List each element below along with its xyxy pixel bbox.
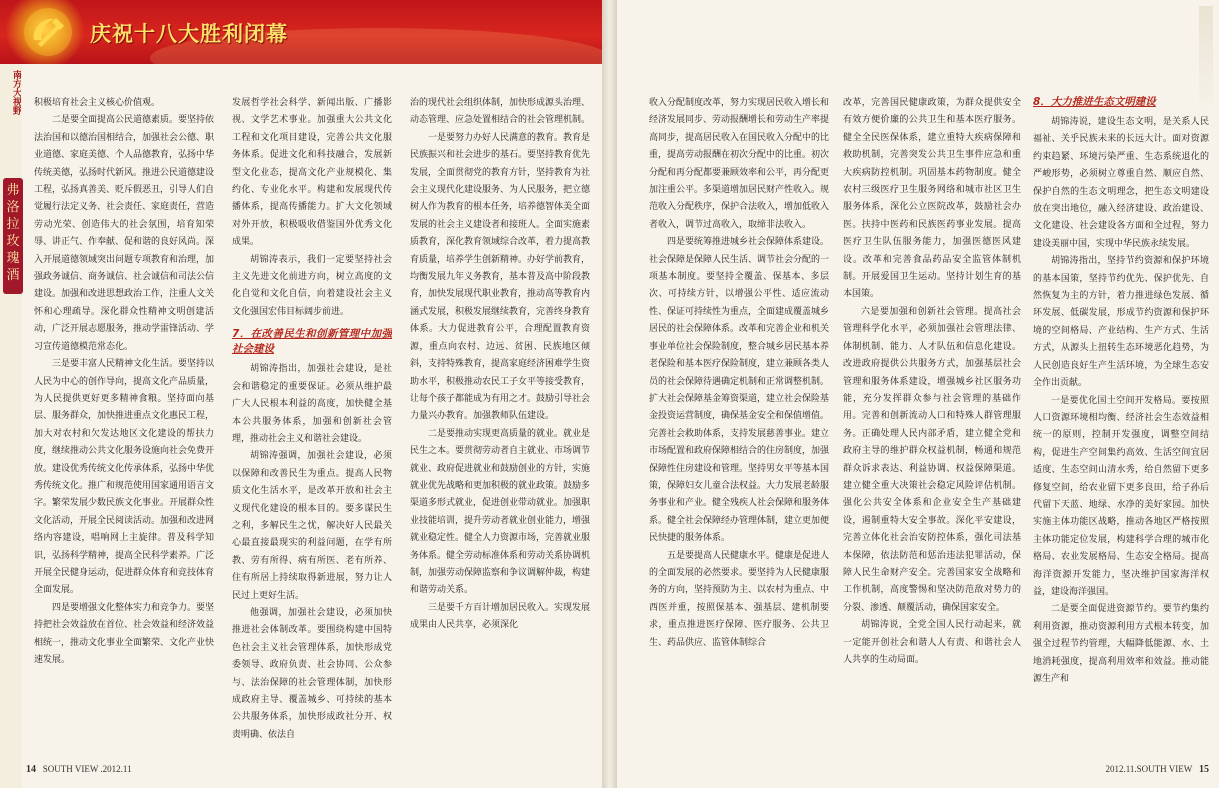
paragraph: 收入分配制度改革，努力实现居民收入增长和经济发展同步、劳动报酬增长和劳动生产率提高同步，提高居民收入在国民收入分配中的比重，提高劳动报酬在初次分配中的比重。初次分配和再分配都要兼顾效率和公平，再分配更加注重公平。多渠道增加居民财产性收入。规范收入分配秩序，保护合法收入，增加低收入者收入，调节过高收入，取缔非法收入。	[649, 98, 829, 230]
paragraph: 发展哲学社会科学、新闻出版、广播影视、文学艺术事业。加强重大公共文化工程和文化项目建设，完善公共文化服务体系。促进文化和科技融合，发展新型文化业态，提高文化产业规模化、集约化、专业化水平。构建和发展现代传播体系，提高传播能力。扩大文化领域对外开放，积极吸收借鉴国外优秀文化成果。	[232, 98, 392, 248]
paragraph: 他强调，加强社会建设，必须加快推进社会体制改革。要围绕构建中国特色社会主义社会管理体系，加快形成党委领导、政府负责、社会协同、公众参与、法治保障的社会管理体制，加快形成政府主导、覆盖城乡、可持续的基本公共服务体系，加快形成政社分开、权责明确、依法自	[232, 607, 392, 740]
banner-title: 庆祝十八大胜利闭幕	[90, 22, 288, 46]
paragraph: 一是要努力办好人民满意的教育。教育是民族振兴和社会进步的基石。要坚持教育优先发展，全面贯彻党的教育方针，坚持教育为社会主义现代化建设服务、为人民服务，把立德树人作为教育的根本任务，培养德智体美全面发展的社会主义建设者和接班人。全面实施素质教育，深化教育领域综合改革，着力提高教育质量，培养学生创新精神。办好学前教育，均衡发展九年义务教育，基本普及高中阶段教育，加快发展现代职业教育，推动高等教育内涵式发展，积极发展继续教育，完善终身教育体系。大力促进教育公平，合理配置教育资源，重点向农村、边远、贫困、民族地区倾斜，支持特殊教育，提高家庭经济困难学生资助水平，积极推动农民工子女平等接受教育，让每个孩子都能成为有用之才。鼓励引导社会力量兴办教育。加强教师队伍建设。	[410, 132, 590, 422]
celebration-banner	[0, 0, 602, 64]
section-heading: 7．在改善民生和创新管理中加强社会建设	[232, 328, 392, 356]
paragraph: 治的现代社会组织体制，加快形成源头治理、动态管理、应急处置相结合的社会管理机制。	[410, 98, 590, 126]
section-heading: 8．大力推进生态文明建设	[1033, 96, 1156, 108]
advert-seal: 弗洛拉玫瑰酒	[3, 178, 23, 294]
page-gutter	[602, 0, 617, 788]
right-footer	[1106, 764, 1210, 775]
page-number: 14	[26, 764, 36, 775]
paragraph: 积极培育社会主义核心价值观。	[34, 98, 161, 108]
left-footer	[26, 764, 132, 775]
left-page	[0, 0, 602, 788]
footer-text: 2012.11.SOUTH VIEW	[1105, 764, 1193, 774]
paragraph: 胡锦涛指出，加强社会建设，是社会和谐稳定的重要保证。必须从维护最广大人民根本利益的高度，加快健全基本公共服务体系，加强和创新社会管理，推动社会主义和谐社会建设。	[232, 364, 392, 444]
text-column-6	[1033, 95, 1209, 755]
paragraph: 五是要提高人民健康水平。健康是促进人的全面发展的必然要求。要坚持为人民健康服务的方向，坚持预防为主、以农村为重点、中西医并重，按照保基本、强基层、建机制要求，重点推进医疗保障、医疗服务、公共卫生、药品供应、监管体制综合	[649, 550, 829, 648]
brand-sidebar	[0, 64, 22, 788]
paragraph: 三是要千方百计增加居民收入。实现发展成果由人民共享，必须深化	[410, 602, 590, 631]
paragraph: 二是要全面提高公民道德素质。要坚持依法治国和以德治国相结合，加强社会公德、职业道德、家庭美德、个人品德教育，弘扬中华传统美德，弘扬时代新风。推进公民道德建设工程，弘扬真善美、贬斥假恶丑，引导人们自觉履行法定义务、社会责任、家庭责任，营造劳动光荣、创造伟大的社会氛围，培育知荣辱、讲正气、作奉献、促和谐的良好风尚。深入开展道德领域突出问题专项教育和治理，加强政务诚信、商务诚信、社会诚信和司法公信建设。加强和改进思想政治工作，注重人文关怀和心理疏导。深化群众性精神文明创建活动，广泛开展志愿服务，推动学雷锋活动、学习宣传道德模范常态化。	[34, 115, 214, 352]
paragraph: 四是要统筹推进城乡社会保障体系建设。社会保障是保障人民生活、调节社会分配的一项基本制度。要坚持全覆盖、保基本、多层次、可持续方针，以增强公平性、适应流动性、保证可持续性为重点，全面建成覆盖城乡居民的社会保障体系。改革和完善企业和机关事业单位社会保险制度，整合城乡居民基本养老保险和基本医疗保险制度，建立兼顾各类人员的社会保障待遇确定机制和正常调整机制。扩大社会保障基金筹资渠道，建立社会保险基金投资运营制度，确保基金安全和保值增值。完善社会救助体系，支持发展慈善事业。建立市场配置和政府保障相结合的住房制度，加强保障性住房建设和管理。坚持男女平等基本国策，保障妇女儿童合法权益。大力发展老龄服务事业和产业。健全残疾人社会保障和服务体系。健全社会保障经办管理体制，建立更加便民快捷的服务体系。	[649, 237, 829, 544]
text-column-1	[34, 95, 214, 755]
paragraph: 二是要全面促进资源节约。要节约集约利用资源，推动资源利用方式根本转变，加强全过程节约管理，大幅降低能源、水、土地消耗强度，提高利用效率和效益。推动能源生产和	[1033, 604, 1209, 684]
paragraph: 六是要加强和创新社会管理。提高社会管理科学化水平，必须加强社会管理法律、体制机制、能力、人才队伍和信息化建设。改进政府提供公共服务方式，加强基层社会管理和服务体系建设，增强城乡社区服务功能，充分发挥群众参与社会管理的基础作用。完善和创新流动人口和特殊人群管理服务。正确处理人民内部矛盾，建立健全党和政府主导的维护群众权益机制，畅通和规范群众诉求表达、利益协调、权益保障渠道。建立健全重大决策社会稳定风险评估机制。强化公共安全体系和企业安全生产基础建设，遏制重特大安全事故。深化平安建设，完善立体化社会治安防控体系，强化司法基本保障，依法防范和惩治违法犯罪活动，保障人民生命财产安全。完善国家安全战略和工作机制，高度警惕和坚决防范敌对势力的分裂、渗透、颠覆活动，确保国家安全。	[843, 306, 1021, 613]
text-column-4	[649, 95, 829, 755]
footer-text: SOUTH VIEW .2012.11	[42, 764, 132, 774]
paragraph: 改革，完善国民健康政策，为群众提供安全有效方便价廉的公共卫生和基本医疗服务。健全全民医保体系，建立重特大疾病保障和救助机制，完善突发公共卫生事件应急和重大疾病防控机制。巩固基本药物制度。健全农村三级医疗卫生服务网络和城市社区卫生服务体系，深化公立医院改革，鼓励社会办医。扶持中医药和民族医药事业发展。提高医疗卫生队伍服务能力，加强医德医风建设。改革和完善食品药品安全监管体制机制。开展爱国卫生运动。坚持计划生育的基本国策。	[843, 98, 1021, 300]
paragraph: 胡锦涛说，建设生态文明，是关系人民福祉、关乎民族未来的长远大计。面对资源约束趋紧、环境污染严重、生态系统退化的严峻形势，必须树立尊重自然、顺应自然、保护自然的生态文明理念，把生态文明建设放在突出地位，融入经济建设、政治建设、文化建设、社会建设各方面和全过程，努力建设美丽中国，实现中华民族永续发展。	[1033, 117, 1209, 249]
paragraph: 一是要优化国土空间开发格局。要按照人口资源环境相均衡、经济社会生态效益相统一的原则，控制开发强度，调整空间结构，促进生产空间集约高效、生活空间宜居适度、生态空间山清水秀，给自然留下更多修复空间，给农业留下更多良田，给子孙后代留下天蓝、地绿、水净的美好家园。加快实施主体功能区战略，推动各地区严格按照主体功能定位发展，构建科学合理的城市化格局、农业发展格局、生态安全格局。提高海洋资源开发能力，坚决维护国家海洋权益，建设海洋强国。	[1033, 395, 1209, 597]
magazine-logo: 南方大视野	[11, 70, 21, 115]
text-column-2	[232, 95, 392, 755]
paragraph: 四是要增强文化整体实力和竞争力。要坚持把社会效益放在首位、社会效益和经济效益相统一，推动文化事业全面繁荣、文化产业快速发展。	[34, 602, 214, 665]
text-column-5	[843, 95, 1021, 755]
party-emblem-icon	[22, 6, 74, 58]
paragraph: 胡锦涛指出，坚持节约资源和保护环境的基本国策，坚持节约优先、保护优先、自然恢复为主的方针，着力推进绿色发展、循环发展、低碳发展，形成节约资源和保护环境的空间格局、产业结构、生产方式、生活方式，从源头上扭转生态环境恶化趋势，为人民创造良好生产生活环境，为全球生态安全作出贡献。	[1033, 256, 1209, 389]
paragraph: 二是要推动实现更高质量的就业。就业是民生之本。要贯彻劳动者自主就业、市场调节就业、政府促进就业和鼓励创业的方针，实施就业优先战略和更加积极的就业政策。鼓励多渠道多形式就业，促进创业带动就业。加强职业技能培训，提升劳动者就业创业能力，增强就业稳定性。健全人力资源市场，完善就业服务体系。健全劳动标准体系和劳动关系协调机制，加强劳动保障监察和争议调解仲裁，构建和谐劳动关系。	[410, 428, 590, 596]
right-page	[617, 0, 1219, 788]
paragraph: 胡锦涛表示，我们一定要坚持社会主义先进文化前进方向，树立高度的文化自觉和文化自信，向着建设社会主义文化强国宏伟目标阔步前进。	[232, 254, 392, 317]
paragraph: 胡锦涛说，全党全国人民行动起来，就一定能开创社会和谐人人有责、和谐社会人人共享的生动局面。	[843, 620, 1021, 665]
text-column-3	[410, 95, 590, 755]
page-number: 15	[1199, 764, 1209, 775]
paragraph: 胡锦涛强调，加强社会建设，必须以保障和改善民生为重点。提高人民物质文化生活水平，是改革开放和社会主义现代化建设的根本目的。要多谋民生之利，多解民生之忧，解决好人民最关心最直接最现实的利益问题，在学有所教、劳有所得、病有所医、老有所养、住有所居上持续取得新进展，努力让人民过上更好生活。	[232, 451, 392, 601]
paragraph: 三是要丰富人民精神文化生活。要坚持以人民为中心的创作导向，提高文化产品质量，为人民提供更好更多精神食粮。坚持面向基层、服务群众，加快推进重点文化惠民工程，加大对农村和欠发达地区文化建设的帮扶力度，继续推动公共文化服务设施向社会免费开放。建设优秀传统文化传承体系，弘扬中华优秀传统文化。推广和规范使用国家通用语言文字。繁荣发展少数民族文化事业。开展群众性文化活动，开展全民阅读活动。加强和改进网络内容建设，唱响网上主旋律。普及科学知识，弘扬科学精神，提高全民科学素养。广泛开展全民健身运动，促进群众体育和竞技体育全面发展。	[34, 359, 214, 596]
